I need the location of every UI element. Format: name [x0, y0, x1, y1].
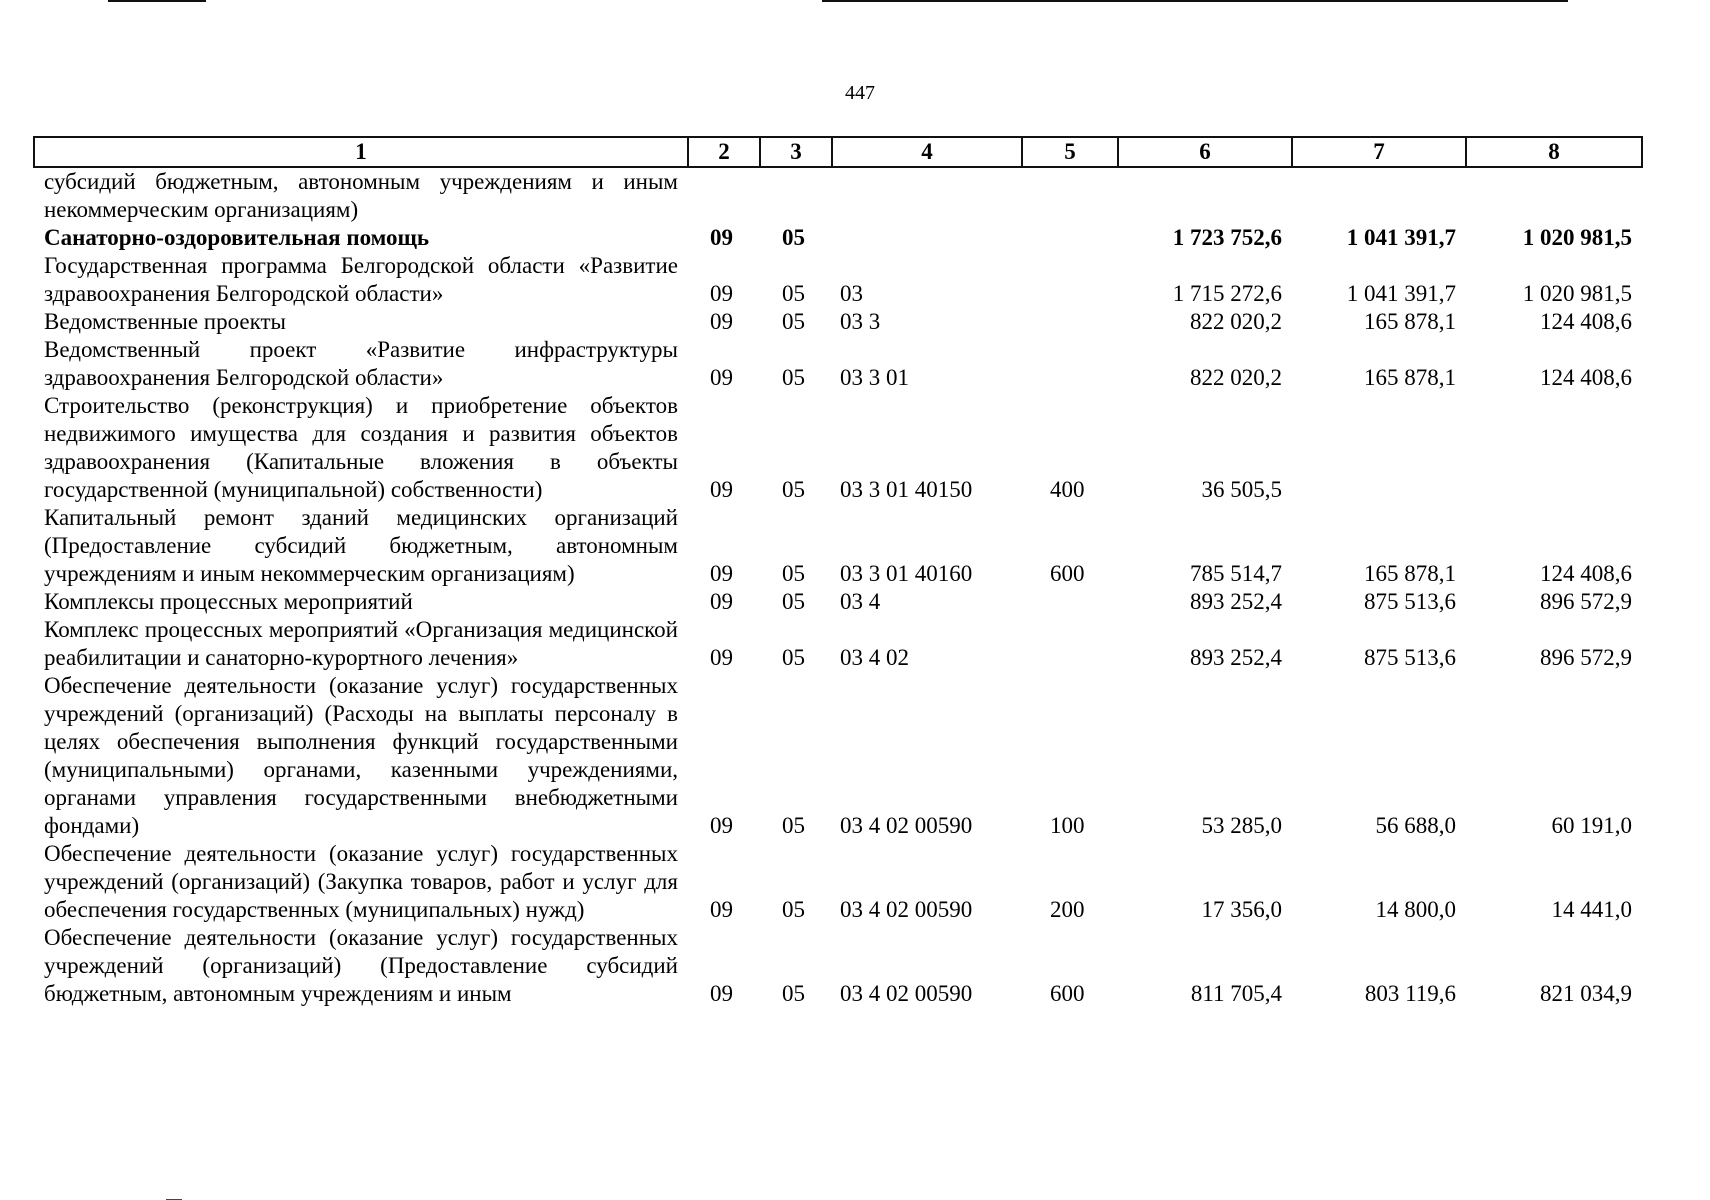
target-article-code: 03 4 02 00590	[840, 981, 973, 1006]
amount-col-8: 124 408,6	[1540, 561, 1632, 586]
table-row	[34, 336, 1642, 392]
section-code: 09	[710, 897, 733, 922]
row-name: Строительство (реконструкция) и приобретение объектов недвижимого имущества для создания и развития объектов здравоохранения (Капитальные вложения в объекты государственной (муниципальной) собственности)	[44, 393, 678, 502]
amount-col-8: 60 191,0	[1551, 813, 1632, 838]
subsection-code: 05	[782, 561, 805, 586]
section-code: 09	[710, 225, 733, 250]
table-row	[34, 924, 1642, 1008]
row-name: Ведомственные проекты	[44, 309, 286, 334]
amount-col-6: 1 715 272,6	[1172, 281, 1282, 306]
expense-type-code: 100	[1050, 813, 1085, 838]
amount-col-6: 785 514,7	[1190, 561, 1282, 586]
subsection-code: 05	[782, 225, 805, 250]
amount-col-6: 1 723 752,6	[1172, 225, 1282, 250]
amount-col-6	[1118, 167, 1292, 224]
amount-col-6: 36 505,5	[1201, 477, 1282, 502]
section-code: 09	[710, 281, 733, 306]
amount-col-7: 875 513,6	[1364, 589, 1456, 614]
subsection-code: 05	[782, 309, 805, 334]
column-header: 8	[1466, 137, 1642, 167]
amount-col-7: 875 513,6	[1364, 645, 1456, 670]
subsection-code: 05	[782, 813, 805, 838]
row-name: Санаторно-оздоровительная помощь	[44, 225, 430, 250]
amount-col-8: 124 408,6	[1540, 365, 1632, 390]
amount-col-8: 1 020 981,5	[1522, 225, 1632, 250]
column-header: 7	[1292, 137, 1466, 167]
page-number: 447	[845, 82, 875, 104]
table-row	[34, 588, 1642, 616]
expense-type-code	[1022, 167, 1118, 224]
expense-type-code: 400	[1050, 477, 1085, 502]
scan-edge-line	[108, 0, 206, 2]
target-article-code: 03	[840, 281, 863, 306]
amount-col-7: 1 041 391,7	[1346, 225, 1456, 250]
expense-type-code	[1022, 252, 1118, 308]
amount-col-7: 165 878,1	[1364, 309, 1456, 334]
amount-col-6: 893 252,4	[1190, 645, 1282, 670]
amount-col-6: 17 356,0	[1201, 897, 1282, 922]
column-header: 4	[832, 137, 1022, 167]
amount-col-7	[1292, 167, 1466, 224]
expense-type-code: 600	[1050, 981, 1085, 1006]
row-name: Обеспечение деятельности (оказание услуг) государственных учреждений (организаций) (Расходы на выплаты персоналу в целях обеспечения выполнения функций государственными (муниципальными) органами, казенными учреждениями, органами управления государственными внебюджетными фондами)	[44, 673, 678, 838]
amount-col-8	[1466, 392, 1642, 504]
table-row	[34, 167, 1642, 224]
target-article-code: 03 3 01 40150	[840, 477, 973, 502]
amount-col-6: 53 285,0	[1201, 813, 1282, 838]
table-row	[34, 616, 1642, 672]
amount-col-8: 1 020 981,5	[1522, 281, 1632, 306]
subsection-code: 05	[782, 477, 805, 502]
row-name: Комплекс процессных мероприятий «Организация медицинской реабилитации и санаторно-курортного лечения»	[44, 617, 678, 670]
row-name: Капитальный ремонт зданий медицинских организаций (Предоставление субсидий бюджетным, автономным учреждениям и иным некоммерческим организациям)	[44, 505, 678, 586]
expense-type-code	[1022, 224, 1118, 252]
table-row	[34, 308, 1642, 336]
amount-col-8: 14 441,0	[1551, 897, 1632, 922]
amount-col-7: 165 878,1	[1364, 561, 1456, 586]
amount-col-7: 165 878,1	[1364, 365, 1456, 390]
subsection-code: 05	[782, 281, 805, 306]
expense-type-code	[1022, 588, 1118, 616]
section-code: 09	[710, 981, 733, 1006]
row-name: Обеспечение деятельности (оказание услуг) государственных учреждений (организаций) (Закупка товаров, работ и услуг для обеспечения государственных (муниципальных) нужд)	[44, 841, 678, 922]
expense-type-code	[1022, 616, 1118, 672]
table-row	[34, 840, 1642, 924]
amount-col-6: 822 020,2	[1190, 365, 1282, 390]
target-article-code: 03 4 02 00590	[840, 897, 973, 922]
target-article-code: 03 3 01 40160	[840, 561, 973, 586]
section-code: 09	[710, 813, 733, 838]
row-name: Обеспечение деятельности (оказание услуг) государственных учреждений (организаций) (Предоставление субсидий бюджетным, автономным учреждениям и иным	[44, 925, 678, 1006]
column-header: 1	[34, 137, 688, 167]
table-row	[34, 224, 1642, 252]
section-code	[688, 167, 760, 224]
column-header: 6	[1118, 137, 1292, 167]
amount-col-8	[1466, 167, 1642, 224]
scan-edge-line	[822, 0, 1568, 2]
table-body	[34, 167, 1642, 1008]
amount-col-8: 896 572,9	[1540, 589, 1632, 614]
subsection-code: 05	[782, 365, 805, 390]
section-code: 09	[710, 309, 733, 334]
subsection-code: 05	[782, 981, 805, 1006]
amount-col-6: 811 705,4	[1190, 981, 1282, 1006]
subsection-code: 05	[782, 897, 805, 922]
column-header: 5	[1022, 137, 1118, 167]
target-article-code: 03 4 02	[840, 645, 909, 670]
table-row	[34, 504, 1642, 588]
row-name: Государственная программа Белгородской области «Развитие здравоохранения Белгородской области»	[44, 253, 678, 306]
target-article-code	[832, 224, 1022, 252]
column-header: 2	[688, 137, 760, 167]
target-article-code: 03 4	[840, 589, 881, 614]
section-code: 09	[710, 589, 733, 614]
section-code: 09	[710, 645, 733, 670]
section-code: 09	[710, 365, 733, 390]
expense-type-code: 600	[1050, 561, 1085, 586]
amount-col-6: 893 252,4	[1190, 589, 1282, 614]
amount-col-8: 821 034,9	[1540, 981, 1632, 1006]
column-header: 3	[760, 137, 832, 167]
amount-col-7	[1292, 392, 1466, 504]
amount-col-8: 124 408,6	[1540, 309, 1632, 334]
section-code: 09	[710, 561, 733, 586]
budget-table	[33, 136, 1643, 1008]
amount-col-7: 56 688,0	[1375, 813, 1456, 838]
target-article-code	[832, 167, 1022, 224]
subsection-code	[760, 167, 832, 224]
expense-type-code	[1022, 336, 1118, 392]
target-article-code: 03 4 02 00590	[840, 813, 973, 838]
amount-col-7: 14 800,0	[1375, 897, 1456, 922]
amount-col-6: 822 020,2	[1190, 309, 1282, 334]
section-code: 09	[710, 477, 733, 502]
row-name: Ведомственный проект «Развитие инфраструктуры здравоохранения Белгородской области»	[44, 337, 678, 390]
subsection-code: 05	[782, 645, 805, 670]
target-article-code: 03 3	[840, 309, 881, 334]
table-row	[34, 392, 1642, 504]
expense-type-code	[1022, 308, 1118, 336]
header-row	[34, 137, 1642, 167]
subsection-code: 05	[782, 589, 805, 614]
amount-col-7: 1 041 391,7	[1346, 281, 1456, 306]
table-row	[34, 252, 1642, 308]
target-article-code: 03 3 01	[840, 365, 909, 390]
expense-type-code: 200	[1050, 897, 1085, 922]
amount-col-7: 803 119,6	[1364, 981, 1456, 1006]
row-name: Комплексы процессных мероприятий	[44, 589, 413, 614]
table-row	[34, 672, 1642, 840]
amount-col-8: 896 572,9	[1540, 645, 1632, 670]
row-name: субсидий бюджетным, автономным учреждениям и иным некоммерческим организациям)	[44, 169, 678, 222]
